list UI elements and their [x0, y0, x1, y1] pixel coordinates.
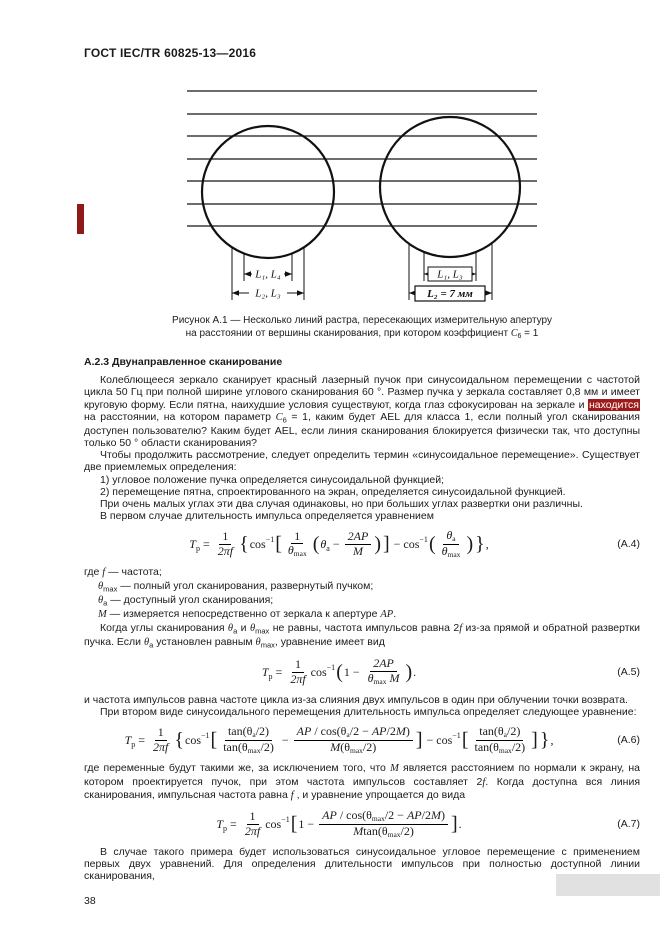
equation-a4 — [84, 528, 640, 560]
equation-a6 — [84, 724, 640, 756]
equation-a7 — [84, 808, 640, 840]
page-number: 38 — [84, 894, 96, 907]
dimension-label-right-top: L₁, L₃ — [437, 268, 463, 281]
section-heading: А.2.3 Двунаправленное сканирование — [84, 356, 283, 369]
figure-a1-drawing — [186, 84, 538, 306]
equation-a6-body: T p = $\frac{1}{2\pi f}$ { cos −1 [ $\frac{\tan(\theta a/2)}{\tan(\theta\max/2)}$ − $\frac{AP / \cos(\theta a/2 - AP/2M)}{M(\theta\max/2)}$ ] − cos −1 [ $\frac{\tan(\theta a/2)}{\tan(\theta\max/2)}$ ] } , — [124, 724, 554, 755]
equation-a5 — [84, 656, 640, 688]
paragraph-pulse-frequency: и частота импульсов равна частоте цикла из-за слияния двух импульсов в один при облучении точки возврата. — [84, 694, 628, 707]
dimension-label-left-bottom: L₂, L₃ — [255, 287, 281, 300]
raster-lines — [187, 91, 537, 226]
dimension-label-left-top: L₁, L₄ — [255, 268, 281, 281]
figure-caption-line1: Рисунок А.1 — Несколько линий растра, пересекающих измерительную апертуру — [172, 315, 552, 326]
list-item-1: 1) угловое положение пучка определяется синусоидальной функцией; — [100, 473, 444, 486]
aperture-circle-right — [380, 117, 520, 257]
revision-marker-bar — [77, 204, 84, 234]
paragraph-conclusion: В случае такого примера будет использоваться синусоидальное угловое перемещение с применением первых двух уравнений. Для определения длительности импульсов при полностью доступной линии сканирования, — [84, 846, 640, 883]
equation-a6-tag: (А.6) — [617, 734, 640, 747]
paragraph-scenario: Колеблющееся зеркало сканирует красный лазерный пучок при синусоидальном перемещении с частотой цикла 50 Гц при полной ширине углового сканирования 60 °. Размер пучка у зеркала составляет 0,8 мм и имеет круговую форму. Если пятна, наихудшие условия существуют, когда глаз сфокусирован на зеркале и находится на расстоянии, на котором параметр $С_6 = 1$, каким будет AEL для класса 1, если полный угол сканирования доступен пользователю? Каким будет AEL, если линия сканирования блокируется физически так, что доступны только 50 ° области сканирования? — [84, 374, 640, 450]
equation-a4-body: T p = $\frac{1}{2\pi f}$ { cos −1 [ $\frac{1}{\theta\max}$ ( θ a − $\frac{2AP}{M}$ ) ] − cos −1 ( $\frac{\theta a}{\theta\max}$ ) } , — [189, 528, 489, 559]
paragraph-second-kind: При втором виде синусоидального перемещения длительность импульса определяет следующее уравнение: — [100, 706, 637, 719]
paragraph-definitions-intro: Чтобы продолжить рассмотрение, следует определить термин «синусоидальное перемещение». Существует две приемлемых определения: — [84, 449, 640, 474]
where-item-theta-a: $\theta_a$ — доступный угол сканирования; — [98, 594, 274, 608]
figure-a1 — [186, 84, 538, 311]
paragraph-angles-unequal: Когда углы сканирования $\theta_a$ и $\theta_{max}$ не равны, частота импульсов равна 2f из-за прямой и обратной развертки пучка. Если $\theta_a$ установлен равным $\theta_{max}$, уравнение имеет вид — [84, 621, 641, 650]
dimension-label-right-bottom: L₂ = 7 мм — [427, 288, 473, 300]
paragraph-variables-note: где переменные будут такими же, за исключением того, что М является расстоянием по нормали к экрану, на котором проектируется пучок, при этом частота импульсов составляет 2f. Когда доступна вся линия сканирования, импульсная частота равна f , и уравнение упрощается до вида — [84, 762, 640, 801]
paragraph-small-angles: При очень малых углах эти два случая одинаковы, но при больших углах развертки они различны. — [100, 497, 583, 510]
equation-a5-tag: (А.5) — [617, 666, 640, 679]
document-header: ГОСТ IEC/TR 60825-13—2016 — [84, 46, 257, 60]
aperture-circle-left — [202, 126, 334, 258]
equation-a7-tag: (А.7) — [617, 818, 640, 830]
document-page — [84, 46, 640, 907]
equation-a5-body: T p = $\frac{1}{2\pi f}$ cos −1 ( 1 − $\frac{2AP}{\text{θmax M}}$ ) . — [261, 656, 417, 687]
list-item-2: 2) перемещение пятна, спроектированного на экран, определяется синусоидальной функцией. — [100, 485, 566, 498]
where-item-frequency: где f — частота; — [84, 566, 162, 579]
figure-caption-line2: на расстоянии от вершины сканирования, при котором коэффициент $С_6 = 1$ — [185, 327, 539, 340]
equation-a7-body: T p = $\frac{1}{2\pi f}$ cos −1 [ 1 − $\frac{AP / \cos(\theta\max/2 - AP/2M)}{Mtan(\theta\max/2)}$ ] . — [216, 807, 462, 839]
equation-a4-tag: (А.4) — [617, 538, 640, 551]
paragraph-first-case: В первом случае длительность импульса определяется уравнением — [100, 510, 434, 523]
where-item-m: М — измеряется непосредственно от зеркала к апертуре AP. — [98, 608, 397, 621]
where-item-theta-max: $\theta_{max}$ — полный угол сканирования, развернутый пучком; — [98, 579, 374, 594]
